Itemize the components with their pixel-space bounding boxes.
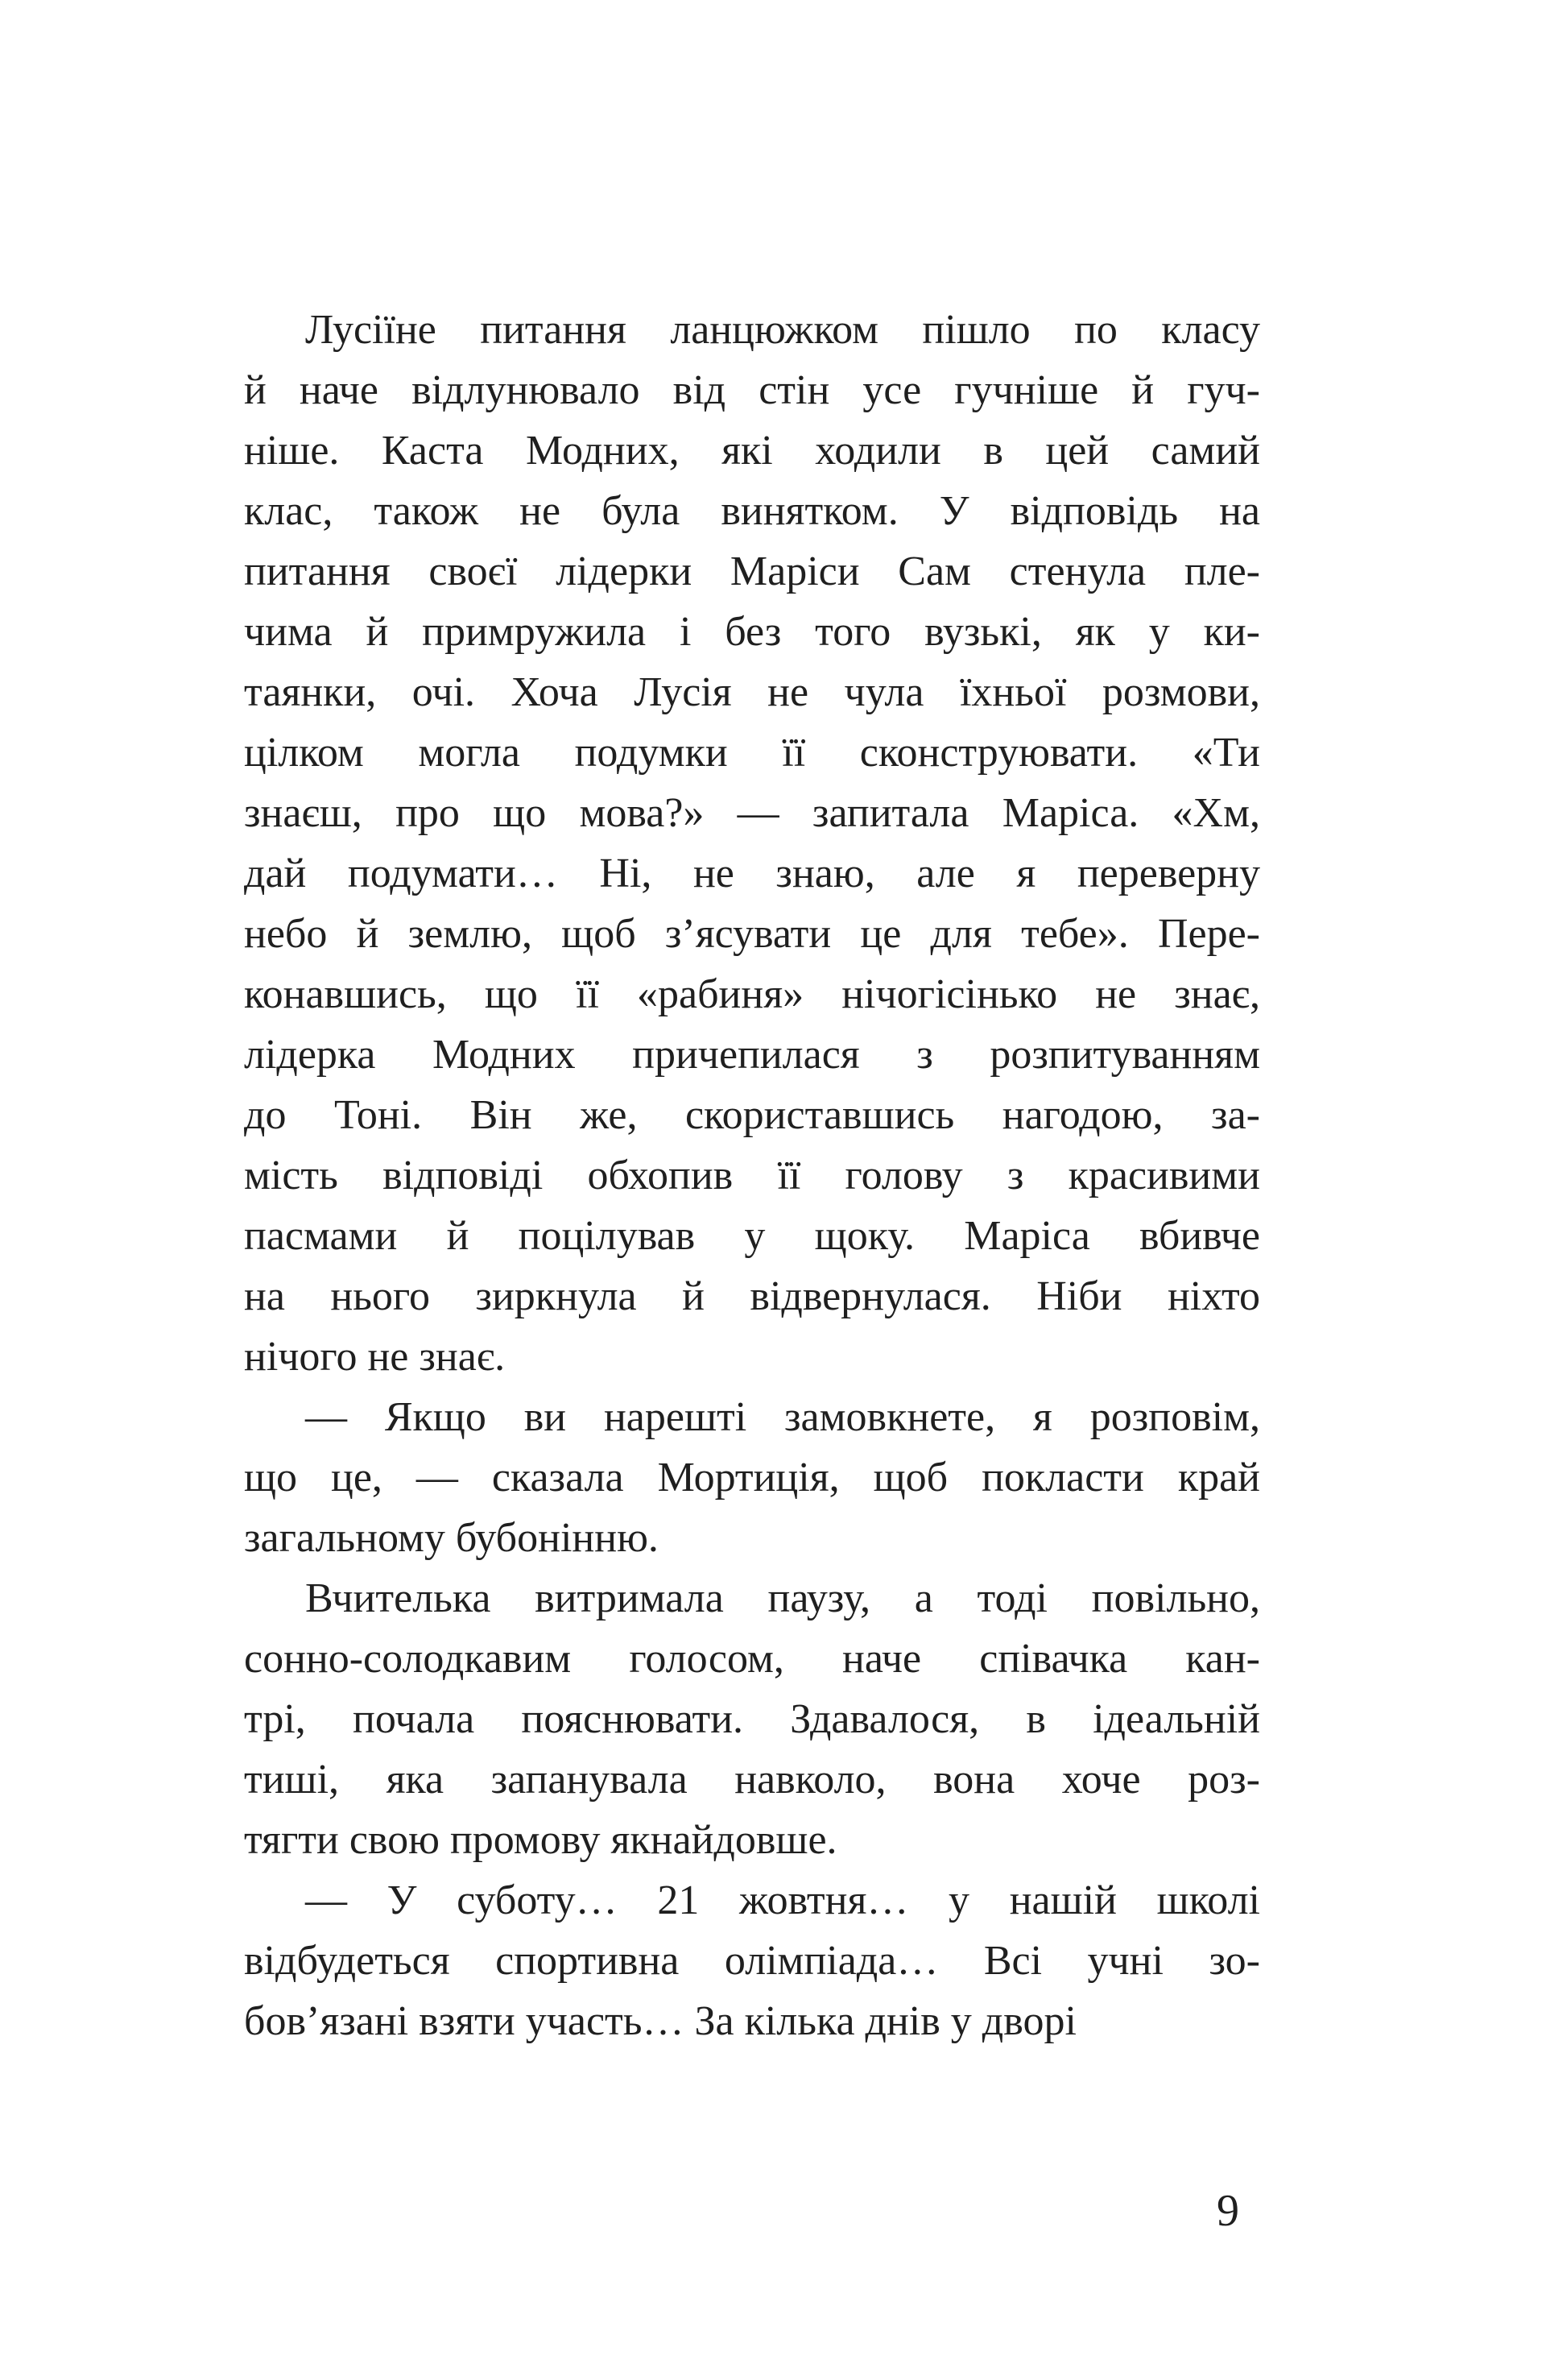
text-line: нічого не знає.: [244, 1334, 506, 1380]
paragraph: [244, 1870, 1260, 2051]
text-line: питання своєї лідерки Маріси Сам стенула пле-: [244, 548, 1260, 594]
text-block: [244, 300, 1260, 2051]
text-line: що це, — сказала Мортиція, щоб покласти край: [244, 1455, 1260, 1500]
text-line: небо й землю, щоб з’ясувати це для тебе». Пере-: [244, 911, 1260, 957]
text-line: цілком могла подумки її сконструювати. «Ти: [244, 730, 1260, 776]
text-line: Вчителька витримала паузу, а тоді повільно,: [305, 1575, 1260, 1621]
paragraph: [244, 1568, 1260, 1870]
text-line: пасмами й поцілував у щоку. Маріса вбивче: [244, 1213, 1260, 1259]
text-line: — Якщо ви нарешті замовкнете, я розповім,: [305, 1394, 1260, 1440]
text-line: й наче відлунювало від стін усе гучніше й гуч-: [244, 367, 1260, 413]
text-line: ніше. Каста Модних, які ходили в цей самий: [244, 428, 1260, 474]
text-line: знаєш, про що мова?» — запитала Маріса. «Хм,: [244, 790, 1260, 836]
text-line: клас, також не була винятком. У відповідь на: [244, 488, 1260, 534]
text-line: загальному бубонінню.: [244, 1515, 659, 1561]
text-line: дай подумати… Ні, не знаю, але я переверну: [244, 851, 1260, 896]
paragraph: [244, 300, 1260, 1387]
page-number: 9: [1217, 2186, 1239, 2236]
text-line: тягти свою промову якнайдовше.: [244, 1817, 837, 1863]
paragraph: [244, 1387, 1260, 1568]
text-line: трі, почала пояснювати. Здавалося, в ідеальній: [244, 1696, 1260, 1742]
text-line: — У суботу… 21 жовтня… у нашій школі: [305, 1877, 1260, 1923]
text-line: таянки, очі. Хоча Лусія не чула їхньої розмови,: [244, 669, 1260, 715]
text-line: конавшись, що її «рабиня» нічогісінько не знає,: [244, 971, 1260, 1017]
text-line: лідерка Модних причепилася з розпитуванням: [244, 1032, 1260, 1078]
text-line: відбудеться спортивна олімпіада… Всі учні зо-: [244, 1938, 1260, 1984]
text-line: бов’язані взяти участь… За кілька днів у дворі: [244, 1998, 1077, 2044]
text-line: тиші, яка запанувала навколо, вона хоче роз-: [244, 1757, 1260, 1803]
text-line: Лусіїне питання ланцюжком пішло по класу: [305, 307, 1260, 353]
text-line: чима й примружила і без того вузькі, як у ки-: [244, 609, 1260, 655]
text-line: на нього зиркнула й відвернулася. Ніби ніхто: [244, 1273, 1260, 1319]
text-line: сонно-солодкавим голосом, наче співачка кан-: [244, 1636, 1260, 1682]
text-line: мість відповіді обхопив її голову з красивими: [244, 1153, 1260, 1198]
text-line: до Тоні. Він же, скориставшись нагодою, за-: [244, 1092, 1260, 1138]
